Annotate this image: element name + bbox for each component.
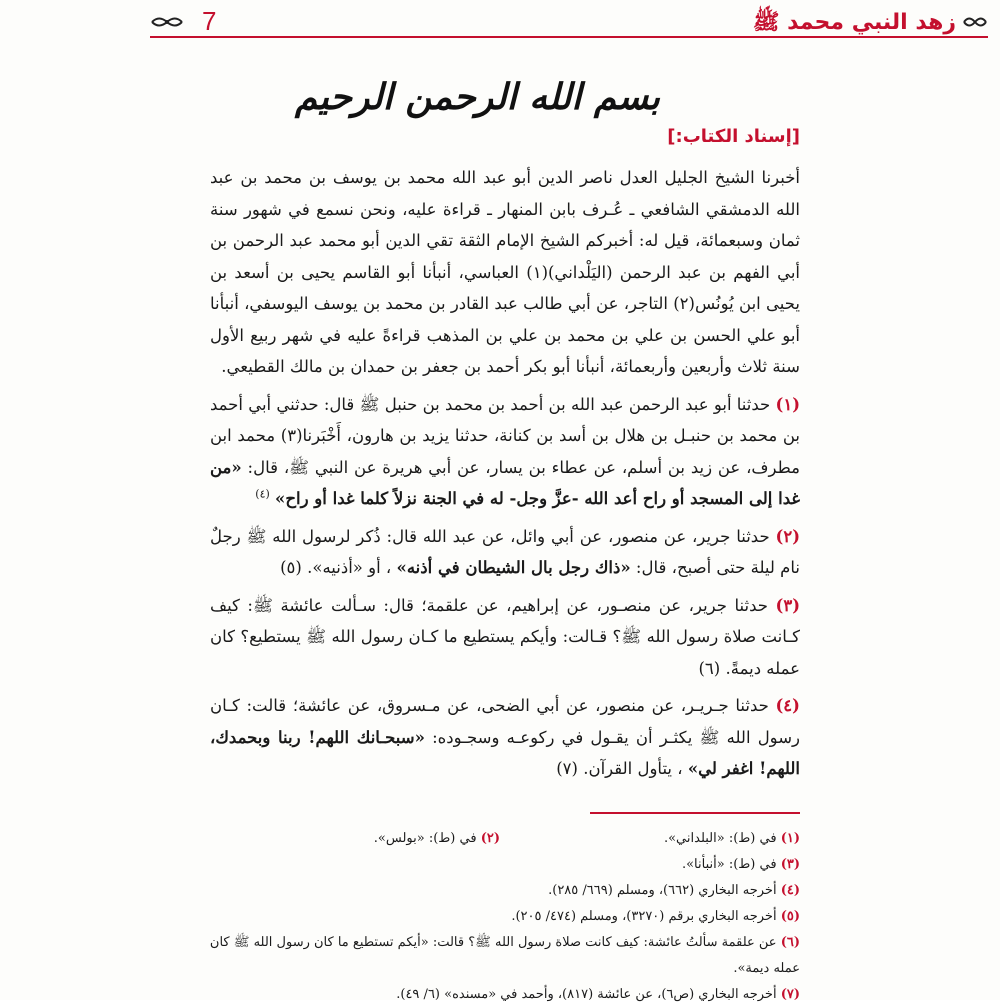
ornament-icon (962, 14, 988, 30)
footnote-number: (٦) (780, 935, 800, 950)
hadith-4 (210, 690, 800, 785)
page-header (150, 6, 988, 40)
footnote-number: (٧) (780, 987, 800, 1002)
footnote-item (200, 982, 800, 1008)
hadith-text: حدثنا جرير، عن منصـور، عن إبراهيم، عن علقمة؛ قال: سـألت عائشة ﷺ: كيف كـانت صلاة رسول الله ﷺ؟ قـالت: وأيكم يستطيع ما كـان رسول الله ﷺ يستطيع؟ كان عمله ديمةً. (٦) (210, 595, 800, 678)
footnote-number: (٥) (780, 909, 800, 924)
footnotes (200, 826, 800, 1008)
footnote-item (200, 826, 500, 852)
footnote-text: أخرجه البخاري (٦٦٢)، ومسلم (٦٦٩/ ٢٨٥). (548, 883, 777, 898)
footnote-number: (٣) (780, 857, 800, 872)
ornament-icon (150, 14, 184, 30)
hadith-number: (٣) (775, 595, 801, 615)
footnote-text: في (ط): «بولس». (373, 831, 477, 846)
hadith-matn: «سبحـانك اللهم! ربنا وبحمدك، اللهم! اغفر لي» (210, 727, 800, 778)
hadith-text: حدثنا جـريـر، عن منصور، عن أبي الضحى، عن مـسروق، عن عائشة؛ قالت: كـان رسول الله ﷺ يكثـر أن يقـول في ركوعـه وسجـوده: (210, 696, 800, 747)
section-heading: [إسناد الكتاب:] (667, 126, 800, 147)
main-text (210, 162, 800, 785)
hadith-tail: ، يتأول القرآن. (٧) (556, 759, 683, 778)
hadith-number: (١) (775, 394, 800, 414)
footnote-text: في (ط): «أنبأنا». (681, 857, 777, 872)
hadith-text: حدثنا جرير، عن منصور، عن أبي وائل، عن عبد الله قال: ذُكر لرسول الله ﷺ رجلٌ نام ليلة حتى أصبح، قال: (210, 526, 800, 577)
footnote-item (500, 826, 800, 852)
footnote-item (200, 930, 800, 982)
hadith-tail: ، أو «أذنيه». (٥) (280, 558, 392, 577)
footnote-text: عن علقمة سألتُ عائشة: كيف كانت صلاة رسول الله ﷺ؟ قالت: «أيكم تستطيع ما كان رسول الله ﷺ كان عمله ديمة». (209, 935, 800, 976)
header-rule (150, 36, 988, 38)
footnote-item (200, 852, 800, 878)
hadith-1 (210, 389, 800, 515)
basmala-calligraphy: بسم الله الرحمن الرحيم (294, 76, 660, 118)
footnote-row (200, 826, 800, 852)
hadith-text: حدثنا أبو عبد الرحمن عبد الله بن أحمد بن محمد بن حنبل ﷺ قال: حدثني أبي أحمد بن محمد بن حنبـل بن هلال بن أسد بن كنانة، حدثنا يزيد بن هارون، أَخْبَرنا(٣) محمد ابن مطرف، عن زيد بن أسلم، عن عطاء بن يسار، عن أبي هريرة عن النبي ﷺ، قال: (209, 394, 800, 477)
footnote-text: أخرجه البخاري (ص٦)، عن عائشة (٨١٧)، وأحمد في «مسنده» (٦/ ٤٩). (396, 987, 777, 1002)
footnote-separator (590, 812, 800, 814)
hadith-3 (210, 590, 800, 685)
footnote-item (200, 904, 800, 930)
book-title: زهد النبي محمد ﷺ (752, 10, 956, 35)
hadith-2 (210, 521, 800, 584)
hadith-number: (٢) (775, 526, 800, 546)
footnote-number: (٢) (480, 831, 500, 846)
footnote-number: (١) (780, 831, 800, 846)
footnote-text: في (ط): «البلداني». (663, 831, 777, 846)
hadith-matn: «من غدا إلى المسجد أو راح أعد الله -عزَّ وجل- له في الجنة نزلاً كلما غدا أو راح» (210, 457, 800, 508)
hadith-number: (٤) (775, 696, 800, 715)
footnote-ref: (٤) (255, 487, 270, 501)
page-number: 7 (202, 6, 217, 36)
footnote-item (200, 878, 800, 904)
hadith-matn: «ذاك رجل بال الشيطان في أذنه» (396, 558, 631, 577)
footnote-number: (٤) (780, 883, 800, 898)
footnote-text: أخرجه البخاري برقم (٣٢٧٠)، ومسلم (٤٧٤/ ٢٠٥). (511, 909, 777, 924)
isnad-paragraph: أخبرنا الشيخ الجليل العدل ناصر الدين أبو عبد الله محمد بن يوسف بن محمد بن عبد الله الدمشقي الشافعي ـ عُـرف بابن المنهار ـ قراءة عليه، ونحن نسمع في شهور سنة ثمان وسبعمائة، قيل له: أخبركم الشيخ الإمام الثقة تقي الدين أبو محمد عبد الرحمن بن أبي الفهم بن عبد الرحمن (اليَلْداني)(١) العباسي، أنبأنا أبو القاسم يحيى بن أسعد بن يحيى ابن يُونُس(٢) التاجر، عن أبي طالب عبد القادر بن محمد بن يوسف اليوسفي، أنبأنا أبو علي الحسن بن علي بن محمد بن علي بن المذهب قراءةً عليه في شهر ربيع الأول سنة ثلاث وأربعين وأربعمائة، أنبأنا أبو بكر أحمد بن جعفر بن حمدان بن مالك القطيعي. (210, 168, 800, 376)
